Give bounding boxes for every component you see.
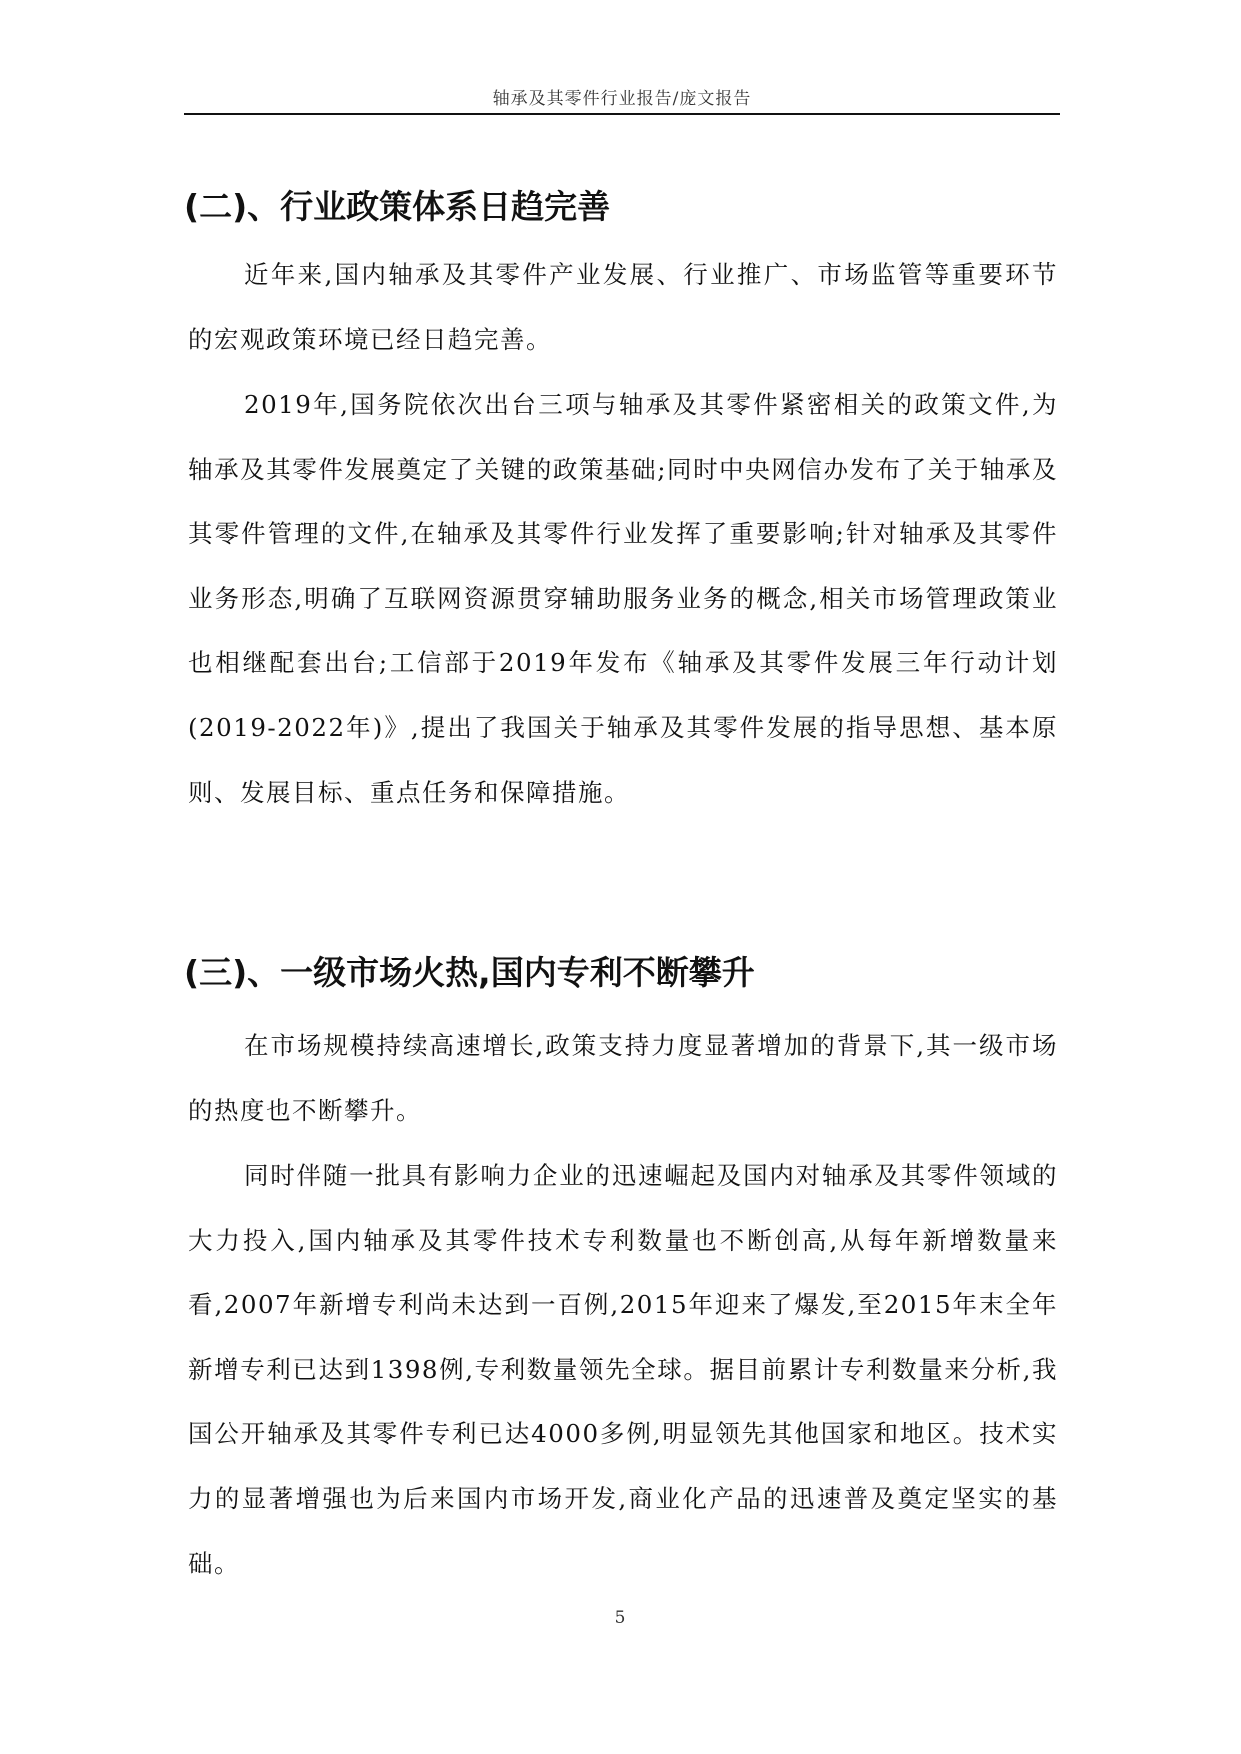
page-number: 5	[614, 1608, 626, 1628]
paragraph-policy-intro: 近年来,国内轴承及其零件产业发展、行业推广、市场监管等重要环节的宏观政策环境已经日趋完善。	[188, 260, 1058, 354]
paragraph-market-intro: 在市场规模持续高速增长,政策支持力度显著增加的背景下,其一级市场的热度也不断攀升。	[188, 1031, 1058, 1125]
header-divider	[184, 113, 1060, 115]
paragraph-policy-details: 2019年,国务院依次出台三项与轴承及其零件紧密相关的政策文件,为轴承及其零件发展奠定了关键的政策基础;同时中央网信办发布了关于轴承及其零件管理的文件,在轴承及其零件行业发挥了重要影响;针对轴承及其零件业务形态,明确了互联网资源贯穿辅助服务业务的概念,相关市场管理政策业也相继配套出台;工信部于2019年发布《轴承及其零件发展三年行动计划(2019-2022年)》,提出了我国关于轴承及其零件发展的指导思想、基本原则、发展目标、重点任务和保障措施。	[188, 390, 1058, 807]
running-header: 轴承及其零件行业报告/庞文报告	[492, 89, 752, 109]
section-heading-market-patents: (三)、一级市场火热,国内专利不断攀升	[184, 953, 755, 993]
paragraph-patent-details: 同时伴随一批具有影响力企业的迅速崛起及国内对轴承及其零件领域的大力投入,国内轴承及其零件技术专利数量也不断创高,从每年新增数量来看,2007年新增专利尚未达到一百例,2015年迎来了爆发,至2015年末全年新增专利已达到1398例,专利数量领先全球。据目前累计专利数量来分析,我国公开轴承及其零件专利已达4000多例,明显领先其他国家和地区。技术实力的显著增强也为后来国内市场开发,商业化产品的迅速普及奠定坚实的基础。	[188, 1161, 1058, 1578]
section-heading-policy: (二)、行业政策体系日趋完善	[184, 187, 611, 227]
